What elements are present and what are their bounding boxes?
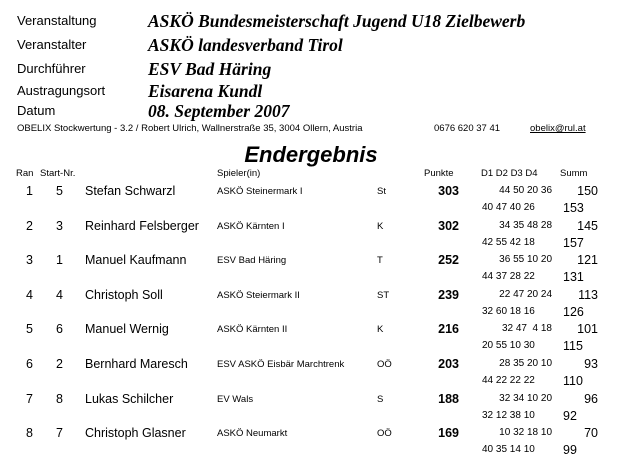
row-state: T [377, 255, 383, 267]
row-player-name: Manuel Kaufmann [85, 253, 187, 268]
row-rank: 2 [26, 218, 33, 233]
row-d-line-1: 32 47 4 18 [501, 323, 552, 335]
row-sum-2: 115 [563, 339, 583, 354]
row-player-name: Christoph Glasner [85, 426, 186, 441]
row-club: ASKÖ Neumarkt [217, 428, 288, 440]
col-header-start: Start-Nr. [40, 168, 76, 179]
row-start-number: 3 [56, 218, 63, 233]
row-start-number: 1 [56, 253, 63, 268]
row-state: ST [377, 289, 390, 301]
row-state: St [377, 186, 386, 197]
value-austragungsort: Eisarena Kundl [148, 81, 263, 101]
row-sum-1: 96 [584, 391, 598, 406]
row-club: EV Wals [217, 393, 254, 405]
row-state: OÖ [377, 428, 392, 440]
value-durchfuehrer: ESV Bad Häring [148, 59, 272, 79]
contact-email-link[interactable]: obelix@rul.at [530, 123, 586, 134]
value-datum: 08. September 2007 [148, 101, 290, 121]
row-player-name: Bernhard Maresch [85, 357, 188, 371]
row-player-name: Stefan Schwarzl [85, 184, 176, 198]
row-club: ESV Bad Häring [217, 255, 287, 267]
row-rank: 5 [26, 322, 33, 337]
row-rank: 8 [26, 426, 33, 441]
col-header-d: D1 D2 D3 D4 [481, 168, 538, 179]
row-points: 188 [438, 391, 459, 406]
row-club: ASKÖ Steinermark I [217, 186, 303, 197]
row-points: 216 [438, 322, 459, 337]
row-d-line-1: 22 47 20 24 [499, 288, 552, 300]
row-club: ESV ASKÖ Eisbär Marchtrenk [217, 359, 345, 370]
col-header-sum: Summ [560, 168, 588, 179]
row-start-number: 4 [56, 287, 63, 302]
row-rank: 3 [26, 253, 33, 268]
row-start-number: 6 [56, 322, 63, 337]
row-player-name: Lukas Schilcher [85, 391, 174, 406]
row-player-name: Manuel Wernig [85, 322, 169, 337]
col-header-rank: Ran [16, 168, 34, 179]
row-start-number: 8 [56, 391, 63, 406]
row-d-line-2: 44 37 28 22 [482, 271, 535, 283]
row-d-line-1: 32 34 10 20 [499, 392, 552, 404]
row-sum-1: 113 [578, 287, 598, 302]
row-state: K [377, 220, 384, 232]
value-veranstaltung: ASKÖ Bundesmeisterschaft Jugend U18 Zielbewerb [148, 11, 526, 31]
row-state: OÖ [377, 359, 392, 370]
row-rank: 4 [26, 287, 33, 302]
col-header-player: Spieler(in) [217, 168, 261, 179]
software-credit: OBELIX Stockwertung - 3.2 / Robert Ulrich, Wallnerstraße 35, 3004 Ollern, Austria [17, 123, 363, 134]
row-sum-1: 145 [577, 218, 598, 233]
row-state: K [377, 324, 384, 336]
row-points: 203 [438, 357, 459, 371]
label-durchfuehrer: Durchführer [17, 61, 86, 76]
row-points: 239 [438, 287, 459, 302]
row-player-name: Christoph Soll [85, 287, 163, 302]
row-d-line-2: 42 55 42 18 [482, 236, 535, 248]
row-sum-1: 70 [584, 426, 598, 441]
row-points: 169 [438, 426, 459, 441]
row-points: 302 [438, 218, 459, 233]
row-start-number: 5 [56, 184, 63, 198]
row-sum-2: 92 [563, 408, 577, 423]
row-rank: 1 [26, 184, 33, 198]
row-sum-2: 131 [563, 270, 584, 285]
row-player-name: Reinhard Felsberger [85, 218, 199, 233]
value-veranstalter: ASKÖ landesverband Tirol [148, 35, 343, 55]
row-d-line-1: 44 50 20 36 [499, 185, 552, 196]
row-d-line-2: 40 47 40 26 [482, 202, 535, 213]
contact-phone: 0676 620 37 41 [434, 123, 501, 134]
label-austragungsort: Austragungsort [17, 83, 106, 98]
row-d-line-2: 32 12 38 10 [482, 409, 535, 421]
row-d-line-1: 36 55 10 20 [499, 254, 552, 266]
row-sum-1: 101 [577, 322, 598, 337]
row-sum-2: 157 [563, 235, 584, 250]
row-club: ASKÖ Steiermark II [217, 289, 300, 301]
row-points: 252 [438, 253, 459, 268]
row-state: S [377, 393, 384, 405]
row-start-number: 2 [56, 357, 63, 371]
col-header-points: Punkte [424, 168, 454, 179]
row-sum-2: 110 [563, 374, 583, 388]
label-veranstaltung: Veranstaltung [17, 13, 97, 28]
row-d-line-1: 28 35 20 10 [499, 358, 552, 369]
label-veranstalter: Veranstalter [17, 37, 87, 52]
label-datum: Datum [17, 103, 56, 118]
page-title: Endergebnis [244, 142, 378, 167]
row-d-line-2: 44 22 22 22 [482, 375, 535, 386]
row-sum-2: 153 [563, 201, 584, 215]
row-d-line-1: 34 35 48 28 [499, 219, 552, 231]
row-d-line-1: 10 32 18 10 [499, 427, 552, 439]
row-sum-2: 99 [563, 443, 577, 458]
row-sum-1: 121 [577, 253, 598, 268]
row-club: ASKÖ Kärnten II [217, 324, 288, 336]
row-rank: 6 [26, 357, 33, 371]
row-sum-2: 126 [563, 304, 584, 319]
row-d-line-2: 20 55 10 30 [482, 340, 535, 352]
row-rank: 7 [26, 391, 33, 406]
row-d-line-2: 32 60 18 16 [482, 305, 535, 317]
row-start-number: 7 [56, 426, 63, 441]
row-d-line-2: 40 35 14 10 [482, 444, 535, 456]
row-sum-1: 150 [577, 184, 598, 198]
row-points: 303 [438, 184, 459, 198]
row-sum-1: 93 [584, 357, 598, 371]
row-club: ASKÖ Kärnten I [217, 220, 285, 232]
